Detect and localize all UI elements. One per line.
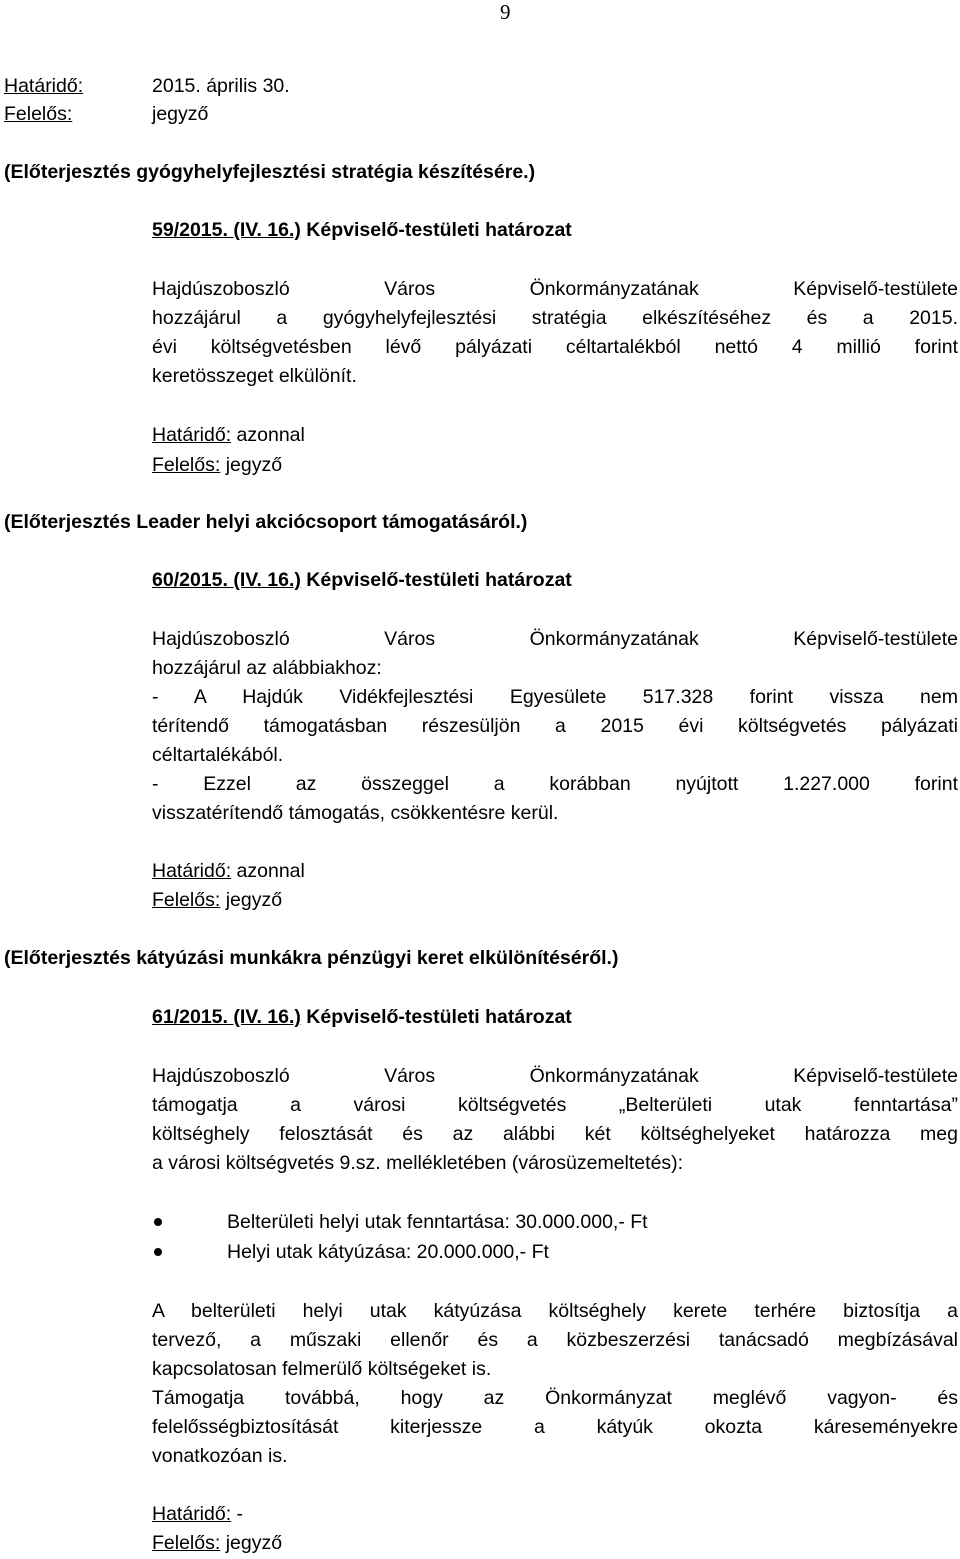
bullet-item: Helyi utak kátyúzása: 20.000.000,- Ft <box>227 1241 549 1263</box>
section-2-responsible: Felelős: jegyző <box>152 889 283 911</box>
section-3-line-after: Támogatja továbbá, hogy az Önkormányzat meglévő vagyon- és <box>152 1387 958 1409</box>
section-2-line: Hajdúszoboszló Város Önkormányzatának Képviselő-testülete <box>152 628 958 650</box>
section-3-line: Hajdúszoboszló Város Önkormányzatának Képviselő-testülete <box>152 1065 958 1087</box>
bullet-icon <box>154 1218 162 1226</box>
section-2-line: térítendő támogatásban részesüljön a 2015 évi költségvetés pályázati <box>152 715 958 737</box>
section-1-resolution-title: Képviselő-testületi határozat <box>300 219 572 241</box>
section-1-deadline: Határidő: azonnal <box>152 424 305 446</box>
section-2-title: (Előterjesztés Leader helyi akciócsoport támogatásáról.) <box>4 511 528 533</box>
section-3-line-after: vonatkozóan is. <box>152 1445 288 1467</box>
section-1-title: (Előterjesztés gyógyhelyfejlesztési stratégia készítésére.) <box>4 161 536 183</box>
header-responsible-value: jegyző <box>152 103 209 125</box>
section-1-resolution-heading <box>152 216 572 244</box>
section-3-line: költséghely felosztását és az alábbi két költséghelyeket határozza meg <box>152 1123 958 1145</box>
section-2-line: - A Hajdúk Vidékfejlesztési Egyesülete 517.328 forint vissza nem <box>152 686 958 708</box>
header-deadline-label: Határidő: <box>4 75 84 97</box>
section-2-resolution-title: Képviselő-testületi határozat <box>300 569 572 591</box>
section-3-title: (Előterjesztés kátyúzási munkákra pénzügyi keret elkülönítéséről.) <box>4 947 619 969</box>
bullet-item: Belterületi helyi utak fenntartása: 30.000.000,- Ft <box>227 1211 648 1233</box>
section-1-resolution-number: 59/2015. (IV. 16.) <box>152 219 301 241</box>
section-3-responsible: Felelős: jegyző <box>152 1532 283 1554</box>
section-2-resolution-heading <box>152 566 572 594</box>
header-responsible-label: Felelős: <box>4 103 73 125</box>
section-2-line: céltartalékából. <box>152 744 284 766</box>
section-1-line: Hajdúszoboszló Város Önkormányzatának Képviselő-testülete <box>152 278 958 300</box>
section-3-resolution-title: Képviselő-testületi határozat <box>300 1006 572 1028</box>
section-2-line: hozzájárul az alábbiakhoz: <box>152 657 382 679</box>
section-1-line: évi költségvetésben lévő pályázati céltartalékból nettó 4 millió forint <box>152 336 958 358</box>
page-number: 9 <box>500 0 511 24</box>
section-3-line-after: kapcsolatosan felmerülő költségeket is. <box>152 1358 492 1380</box>
section-2-line: - Ezzel az összeggel a korábban nyújtott 1.227.000 forint <box>152 773 958 795</box>
section-3-line-after: tervező, a műszaki ellenőr és a közbeszerzési tanácsadó megbízásával <box>152 1329 958 1351</box>
section-2-line: visszatérítendő támogatás, csökkentésre kerül. <box>152 802 559 824</box>
section-3-line: támogatja a városi költségvetés „Belterületi utak fenntartása” <box>152 1094 958 1116</box>
section-2-deadline: Határidő: azonnal <box>152 860 305 882</box>
section-3-line-after: A belterületi helyi utak kátyúzása költséghely kerete terhére biztosítja a <box>152 1300 958 1322</box>
section-1-line: keretösszeget elkülönít. <box>152 365 357 387</box>
section-3-resolution-number: 61/2015. (IV. 16.) <box>152 1006 301 1028</box>
section-3-deadline: Határidő: - <box>152 1503 244 1525</box>
section-3-line: a városi költségvetés 9.sz. mellékletében (városüzemeltetés): <box>152 1152 684 1174</box>
header-deadline-value: 2015. április 30. <box>152 75 290 97</box>
section-2-resolution-number: 60/2015. (IV. 16.) <box>152 569 301 591</box>
section-3-line-after: felelősségbiztosítását kiterjessze a kátyúk okozta káreseményekre <box>152 1416 958 1438</box>
section-1-line: hozzájárul a gyógyhelyfejlesztési stratégia elkészítéséhez és a 2015. <box>152 307 958 329</box>
bullet-icon <box>154 1248 162 1256</box>
section-3-resolution-heading <box>152 1003 572 1031</box>
section-1-responsible: Felelős: jegyző <box>152 454 283 476</box>
